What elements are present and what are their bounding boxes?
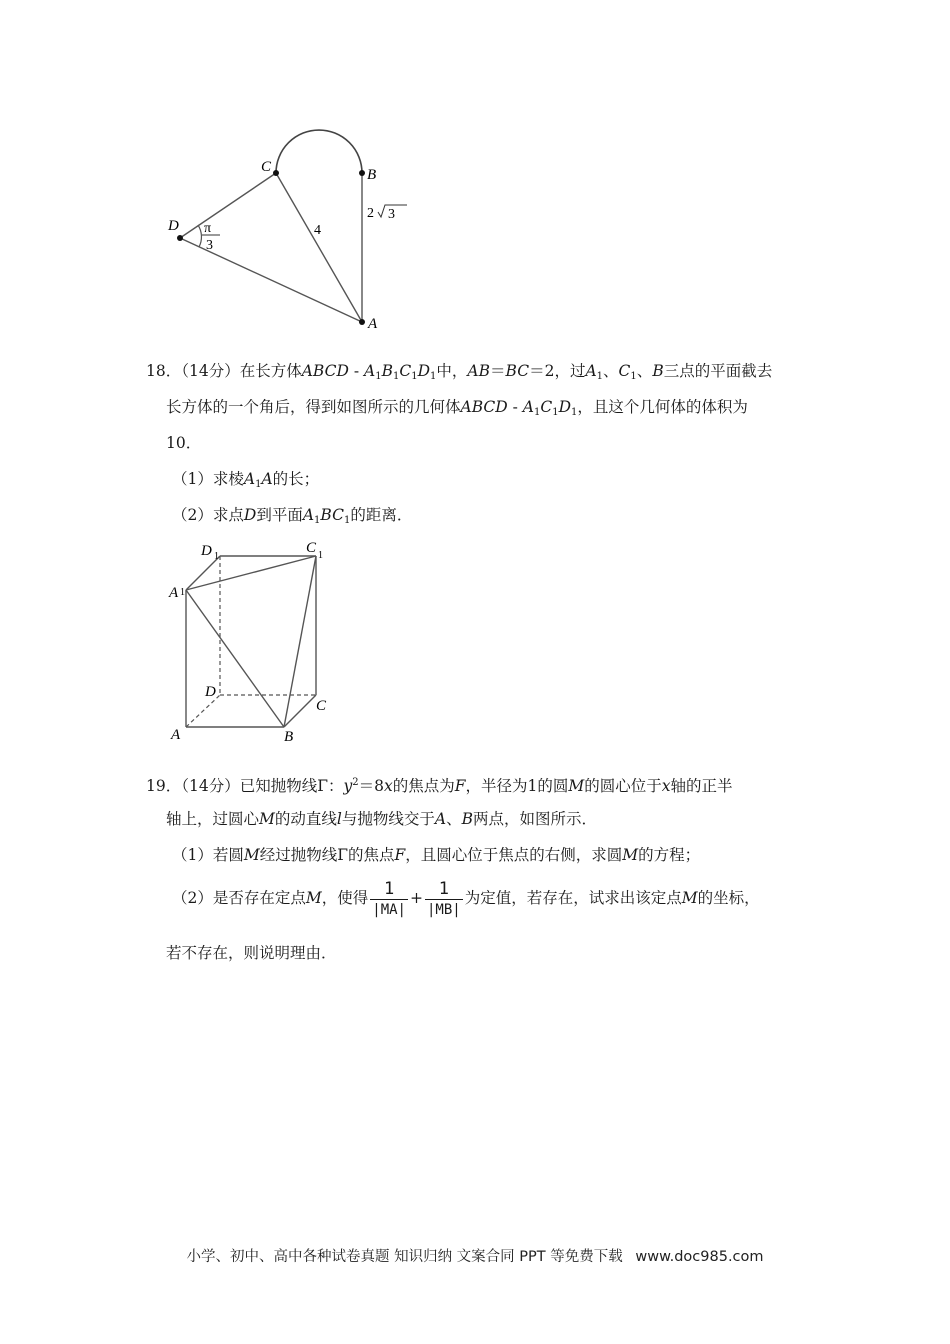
q19-var: M <box>243 846 260 864</box>
q19-text: 的焦点为 <box>392 777 455 795</box>
q18-text: ，且这个几何体的体积为 <box>577 398 748 416</box>
q18-sub: 1 <box>255 479 262 490</box>
label-A1-sub: 1 <box>180 587 185 598</box>
q18-point: B <box>652 362 664 380</box>
fraction-denominator: |MB| <box>425 899 463 920</box>
q19-var: M <box>681 889 698 907</box>
q19-var: M <box>568 777 585 795</box>
footer-url[interactable]: www.doc985.com <box>635 1249 764 1265</box>
label-B: B <box>284 729 294 745</box>
fraction-numerator: 1 <box>438 878 449 899</box>
angle-numerator: π <box>204 221 212 236</box>
q18-line1 <box>146 361 772 387</box>
label-D: D <box>205 684 216 700</box>
q19-text: 的方程； <box>638 846 701 864</box>
angle-arc <box>198 225 201 247</box>
q18-sub: 1 <box>314 515 321 526</box>
q18-text: 长方体的一个角后，得到如图所示的几何体 <box>166 398 461 416</box>
q19-text: 若不存在，则说明理由． <box>166 944 337 962</box>
q18-text: （2）求点 <box>172 506 244 524</box>
label-C1: C <box>306 540 317 556</box>
q18-sub: 1 <box>571 407 578 418</box>
page-footer <box>0 1245 950 1266</box>
q18-score: （14分） <box>181 362 240 380</box>
q18-eq: ＝ <box>490 362 506 380</box>
edge-BC1 <box>284 556 316 727</box>
q19-var: M <box>622 846 639 864</box>
q19-text: 、 <box>446 810 462 828</box>
edge-A1C1 <box>186 556 316 590</box>
q18-sub: 1 <box>552 407 559 418</box>
q19-text: 经过抛物线Γ的焦点 <box>259 846 395 864</box>
segment-DC <box>180 173 276 238</box>
q18-part2 <box>172 505 412 531</box>
length-BA-coef: 2 <box>367 206 374 221</box>
fraction-denominator: |MA| <box>370 899 408 920</box>
q19-text: 两点，如图所示． <box>473 810 598 828</box>
q18-point: C <box>618 362 631 380</box>
q19-line2 <box>166 809 597 829</box>
q18-point: D <box>243 506 257 524</box>
q18-text: 三点的平面截去 <box>663 362 773 380</box>
point-C <box>273 170 279 176</box>
q19-var: F <box>454 777 466 795</box>
q19-text: ＝8 <box>358 777 384 795</box>
q18-solid: ABCD <box>301 362 349 380</box>
plus-sign: + <box>409 889 423 907</box>
q19-var: x <box>661 777 671 795</box>
figure-cuboid-svg <box>160 535 340 745</box>
q18-b1: B <box>381 362 393 380</box>
label-D1: D <box>201 543 212 559</box>
q18-sub: 1 <box>343 515 351 526</box>
q18-text: 到平面 <box>256 506 303 524</box>
q18-point: A <box>522 398 534 416</box>
q18-text: 中， <box>436 362 468 380</box>
q19-var: A <box>434 810 447 828</box>
q19-var: M <box>305 889 322 907</box>
q18-number: 18． <box>146 362 182 380</box>
q19-text: 的动直线 <box>274 810 337 828</box>
q19-text: 为定值，若存在，试求出该定点 <box>464 889 682 907</box>
fraction-numerator: 1 <box>384 878 395 899</box>
label-C: C <box>316 698 327 714</box>
label-C: C <box>261 159 272 175</box>
label-D1-sub: 1 <box>214 551 219 562</box>
edge-A1B <box>186 590 284 727</box>
q19-exp: 2 <box>352 777 359 788</box>
q19-var: x <box>384 777 393 795</box>
q18-sub: 1 <box>596 371 604 382</box>
q18-line3 <box>166 433 201 453</box>
q19-part2-cont <box>166 943 337 963</box>
q18-point: C <box>540 398 553 416</box>
q18-ab: AB <box>467 362 491 380</box>
q19-text: 的圆心位于 <box>584 777 662 795</box>
q19-text: 已知抛物线Γ： <box>239 777 344 795</box>
length-CA: 4 <box>314 223 321 238</box>
semicircle-arc <box>276 130 362 173</box>
q18-part1 <box>172 469 319 495</box>
q19-part2 <box>172 878 760 920</box>
q18-sub: 1 <box>375 371 382 382</box>
angle-denominator: 3 <box>206 238 213 253</box>
q19-text: ，且圆心位于焦点的右侧，求圆 <box>405 846 623 864</box>
q18-point: A <box>302 506 315 524</box>
q18-sub: 1 <box>411 371 418 382</box>
q18-sub: 1 <box>630 371 637 382</box>
fraction-1-over-MB <box>425 879 463 920</box>
point-B <box>359 170 365 176</box>
label-A1: A <box>169 585 179 601</box>
q18-line2 <box>166 397 748 423</box>
q19-line1 <box>146 773 733 796</box>
figure-quadrilateral <box>160 120 420 340</box>
q18-text: 在长方体 <box>239 362 302 380</box>
q19-text: 的坐标， <box>697 889 760 907</box>
q18-solid: ABCD <box>460 398 508 416</box>
figure-quadrilateral-svg <box>160 120 420 340</box>
q19-var: y <box>343 777 353 795</box>
q18-point: A <box>243 470 256 488</box>
q19-var: l <box>336 810 342 828</box>
q18-sub: 1 <box>392 371 400 382</box>
footer-text: 小学、初中、高中各种试卷真题 知识归纳 文案合同 PPT 等免费下载 <box>186 1249 623 1265</box>
q18-d1: D <box>417 362 431 380</box>
q19-text: 轴的正半 <box>670 777 733 795</box>
q19-text: ，半径为1的圆 <box>465 777 569 795</box>
label-A: A <box>368 316 378 332</box>
q18-point: B <box>320 506 333 524</box>
q18-point: C <box>332 506 344 524</box>
label-B: B <box>367 167 377 183</box>
q18-text: （1）求棱 <box>172 470 244 488</box>
q18-c1: C <box>399 362 412 380</box>
label-D: D <box>168 218 179 234</box>
q18-text: 10． <box>166 434 202 452</box>
point-A <box>359 319 365 325</box>
q19-text: ，使得 <box>321 889 369 907</box>
length-BA-radicand: 3 <box>388 207 395 222</box>
q18-a1: A <box>364 362 376 380</box>
q18-sep: 、 <box>636 362 653 380</box>
q18-point: D <box>558 398 572 416</box>
q19-part1 <box>172 845 700 865</box>
q18-point: A <box>261 470 273 488</box>
q19-var: F <box>394 846 406 864</box>
q19-var: M <box>259 810 275 828</box>
q18-text: ＝2，过 <box>529 362 586 380</box>
q19-text: （1）若圆 <box>172 846 244 864</box>
q18-sub: 1 <box>533 407 541 418</box>
q19-text: 与抛物线交于 <box>341 810 435 828</box>
q18-sub: 1 <box>430 371 437 382</box>
q18-dash: - <box>348 362 364 380</box>
q18-point: A <box>585 362 597 380</box>
q19-var: B <box>461 810 473 828</box>
q19-number: 19． <box>146 777 182 795</box>
figure-cuboid <box>160 535 340 745</box>
q19-score: （14分） <box>181 777 240 795</box>
label-A: A <box>171 727 181 743</box>
q18-dash: - <box>507 398 523 416</box>
q18-text: 的长； <box>272 470 320 488</box>
label-C1-sub: 1 <box>318 550 323 561</box>
q18-bc: BC <box>505 362 530 380</box>
q18-sep: 、 <box>603 362 619 380</box>
q18-text: 的距离． <box>350 506 413 524</box>
q19-text: 轴上，过圆心 <box>166 810 260 828</box>
point-D <box>177 235 183 241</box>
fraction-1-over-MA <box>370 879 408 920</box>
segment-CA <box>276 173 362 322</box>
q19-text: （2）是否存在定点 <box>172 889 306 907</box>
